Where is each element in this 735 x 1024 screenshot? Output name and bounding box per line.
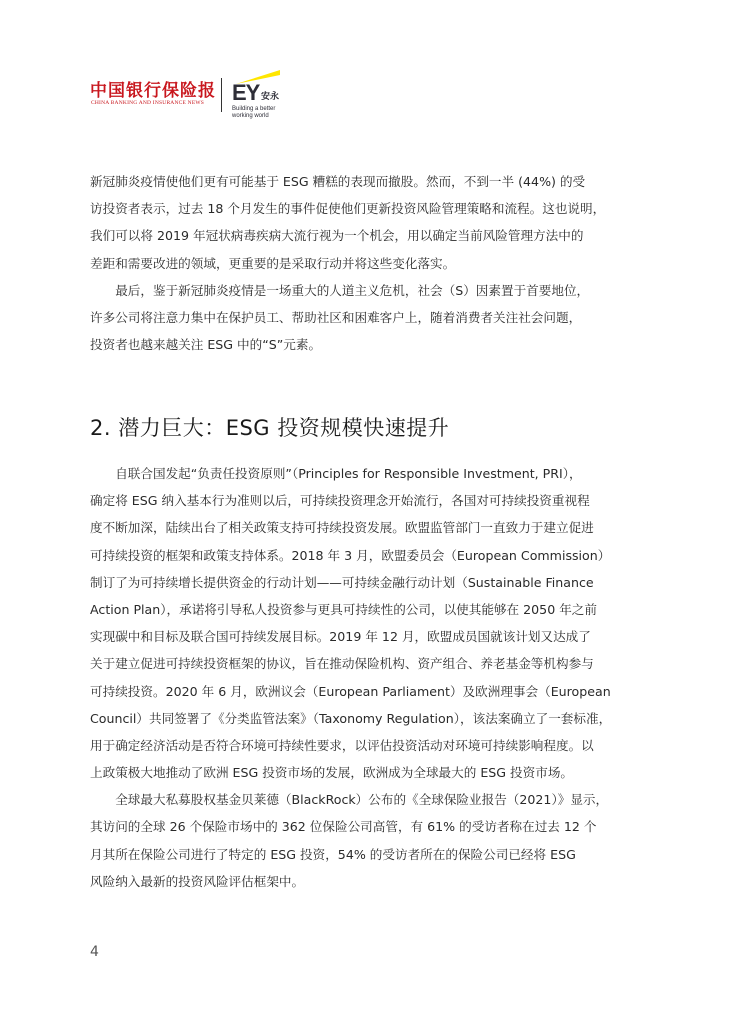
- text-line: 新冠肺炎疫情使他们更有可能基于 ESG 糟糕的表现而撤股。然而，不到一半 (44%) 的受: [90, 174, 586, 189]
- text-line: Council）共同签署了《分类监管法案》（Taxonomy Regulation），该法案确立了一套标准，: [90, 710, 612, 726]
- text-line: 许多公司将注意力集中在保护员工、帮助社区和困难客户上，随着消费者关注社会问题，: [90, 309, 582, 325]
- text-line: 差距和需要改进的领域，更重要的是采取行动并将这些变化落实。: [90, 255, 456, 271]
- paragraph-2: [90, 277, 650, 359]
- text-line: 自联合国发起“负责任投资原则”（Principles for Responsible Investment, PRI），: [90, 466, 582, 481]
- paragraph-1: [90, 168, 650, 277]
- ey-logo-cn: 安永: [261, 92, 280, 102]
- publication-logo-cn: 中国银行保险报: [90, 81, 216, 101]
- ey-logo: [232, 70, 322, 120]
- ey-logo-text: EY: [232, 80, 260, 105]
- text-line: 实现碳中和目标及联合国可持续发展目标。2019 年 12 月，欧盟成员国就该计划又达成了: [90, 629, 591, 645]
- text-line: 月其所在保险公司进行了特定的 ESG 投资，54% 的受访者所在的保险公司已经将 ESG: [90, 846, 576, 862]
- page-header: [90, 64, 390, 124]
- text-line: 确定将 ESG 纳入基本行为准则以后，可持续投资理念开始流行，各国对可持续投资重视程: [90, 493, 590, 509]
- section-heading: 2. 潜力巨大：ESG 投资规模快速提升: [90, 416, 450, 440]
- text-line: 关于建立促进可持续投资框架的协议，旨在推动保险机构、资产组合、养老基金等机构参与: [90, 656, 594, 672]
- text-line: 度不断加深，陆续出台了相关政策支持可持续投资发展。欧盟监管部门一直致力于建立促进: [90, 520, 594, 536]
- text-line: 访投资者表示，过去 18 个月发生的事件促使他们更新投资风险管理策略和流程。这也说明，: [90, 201, 606, 217]
- logo-divider: [221, 78, 222, 112]
- publication-logo-en: CHINA BANKING AND INSURANCE NEWS: [91, 100, 205, 106]
- text-line: 可持续投资。2020 年 6 月，欧洲议会（European Parliament）及欧洲理事会（European: [90, 683, 611, 699]
- text-line: 我们可以将 2019 年冠状病毒疾病大流行视为一个机会，用以确定当前风险管理方法中的: [90, 228, 584, 244]
- text-line: Action Plan），承诺将引导私人投资参与更具可持续性的公司，以使其能够在 2050 年之前: [90, 601, 597, 617]
- ey-tagline: Building a better working world: [232, 106, 276, 119]
- text-line: 风险纳入最新的投资风险评估框架中。: [90, 873, 305, 889]
- body-text-top: [90, 168, 650, 358]
- text-line: 最后，鉴于新冠肺炎疫情是一场重大的人道主义危机，社会（S）因素置于首要地位，: [90, 282, 590, 298]
- page-number: 4: [90, 944, 99, 960]
- text-line: 可持续投资的框架和政策支持体系。2018 年 3 月，欧盟委员会（European Commission）: [90, 547, 611, 563]
- text-line: 上政策极大地推动了欧洲 ESG 投资市场的发展，欧洲成为全球最大的 ESG 投资市场。: [90, 765, 574, 781]
- body-text-bottom: [90, 460, 650, 895]
- text-line: 制订了为可持续增长提供资金的行动计划——可持续金融行动计划（Sustainable Finance: [90, 574, 594, 590]
- text-line: 投资者也越来越关注 ESG 中的“S”元素。: [90, 337, 322, 353]
- text-line: 用于确定经济活动是否符合环境可持续性要求，以评估投资活动对环境可持续影响程度。以: [90, 737, 594, 753]
- paragraph-3: [90, 460, 650, 786]
- paragraph-4: [90, 786, 650, 895]
- text-line: 其访问的全球 26 个保险市场中的 362 位保险公司高管，有 61% 的受访者称在过去 12 个: [90, 819, 597, 835]
- text-line: 全球最大私募股权基金贝莱德（BlackRock）公布的《全球保险业报告（2021）》显示，: [90, 792, 609, 808]
